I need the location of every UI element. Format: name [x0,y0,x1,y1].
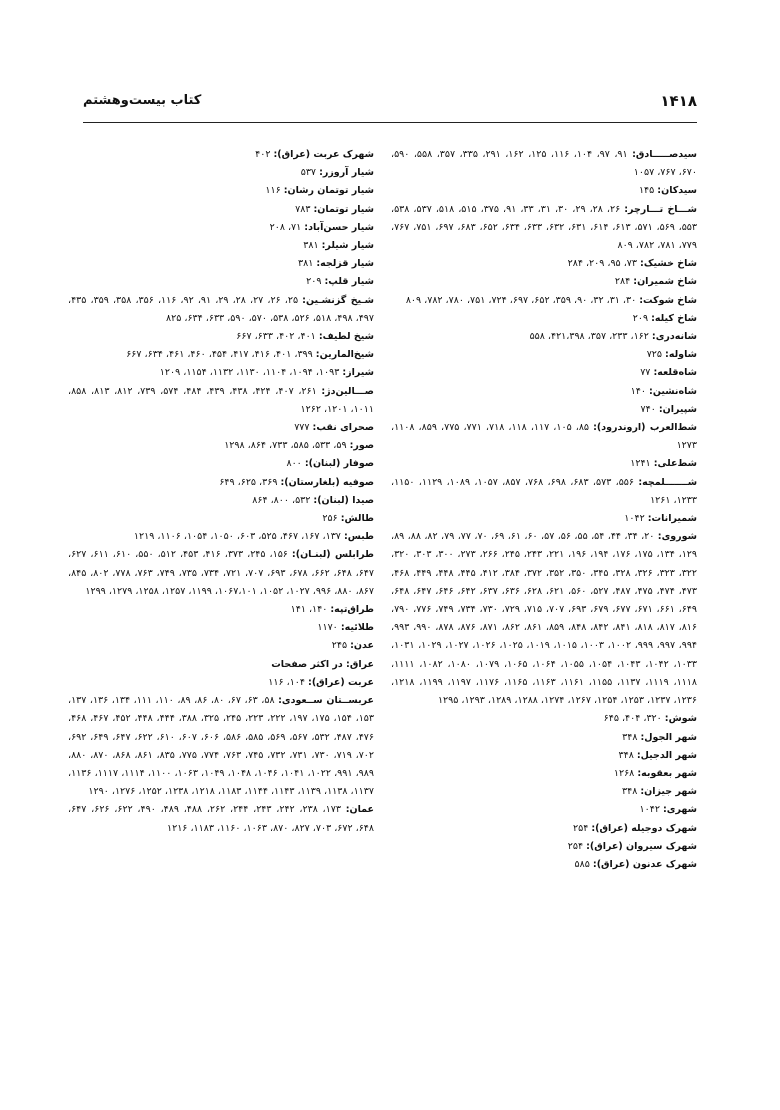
index-entry [391,383,697,401]
index-page-refs: ۱۰۴، ۱۱۶ [268,676,309,688]
index-page-refs: ۳۸۱ [297,258,317,270]
index-page-refs: ۲۵، ۲۶، ۲۷، ۲۸، ۲۹، ۹۱، ۹۲، ۱۱۶، ۳۵۶، ۳۵۸، ۳۵۹، ۴۳۵، ۴۹۷، ۴۹۸، ۵۱۸، ۵۲۶، ۵۳۸، ۵۷۰، ۵۹۰، ۶۳۳، ۶۳۴، ۸۲۵ [68,294,374,324]
index-entry [68,182,374,200]
index-entry [68,383,374,419]
index-page-refs: ۵۹، ۵۳۳، ۵۸۵، ۷۳۳، ۸۶۴، ۱۲۹۸ [224,440,350,452]
index-term: صحرای نقب: [312,422,374,434]
index-entry [391,255,697,273]
index-term: شط‌علی: [653,458,697,470]
index-entry [68,364,374,382]
index-entry [391,838,697,856]
index-page-refs: ۷۳، ۹۵، ۲۰۹، ۲۸۴ [567,258,641,270]
index-page-refs: ۲۵۴ [573,822,592,834]
index-term: طلائیه: [340,622,374,634]
index-entry [391,455,697,473]
index-entry [391,419,697,455]
index-entry [391,201,697,256]
index-term: شیار شیلر: [321,240,374,252]
index-entry [68,328,374,346]
index-entry [68,474,374,492]
index-entry [68,237,374,255]
index-page-refs: ۴۰۱، ۴۰۲، ۶۳۳، ۶۶۷ [236,331,319,343]
index-term: شیراز: [342,367,374,379]
index-entry [391,528,697,710]
index-term: صوفیه (بلغارستان): [280,476,374,488]
index-page-refs: ۸۵، ۱۰۵، ۱۱۷، ۱۱۸، ۷۱۸، ۷۷۱، ۷۷۵، ۸۵۹، ۱۱۰۸، ۱۲۷۳ [391,422,697,452]
index-term: شیار آروزر: [319,167,374,179]
index-term: شیخ لطیف: [318,331,374,343]
index-entry [68,455,374,473]
index-entry [68,692,374,801]
index-page-refs: ۷۷۷ [294,422,313,434]
index-entry [68,437,374,455]
index-entry [391,364,697,382]
index-page-refs: ۴۰۲ [255,149,274,160]
index-term: شاه‌نشین: [649,385,697,397]
index-page-refs: ۱۰۴۲ [624,513,648,525]
index-page-refs: ۷۸۳ [295,203,314,215]
index-term: شیار توتمان: [313,203,374,215]
index-page-refs: ۱۶۲، ۲۳۳، ۳۵۷، ۴۲۱،۳۹۸، ۵۵۸ [529,331,652,343]
index-term: عراق: در اکثر صفحات [271,658,374,670]
index-entry [68,292,374,328]
index-entry [391,474,697,510]
index-term: شیار قزلجه: [316,258,374,270]
index-term: صیدا (لبنان): [313,494,374,506]
index-term: شـــــــلمچه: [638,476,698,488]
index-page-refs: ۵۸۵ [574,858,593,870]
index-page-refs: ۲۸۴ [614,276,634,288]
index-term: شهر الدجیل: [636,749,697,761]
index-page-refs: ۷۴۰ [640,403,659,415]
index-entry [391,401,697,419]
index-entry [391,783,697,801]
index-page-refs: ۳۴۸ [618,749,637,761]
index-page-refs: ۳۹۹، ۴۰۱، ۴۱۶، ۴۱۷، ۴۵۴، ۴۶۰، ۴۶۱، ۶۳۴، ۶۶۷ [126,349,316,361]
index-term: شهری: [662,804,697,816]
index-entry [391,801,697,819]
index-term: عدن: [350,640,374,652]
index-page-refs: ۳۲۰، ۴۰۴، ۶۴۵ [603,713,665,725]
index-entry [68,601,374,619]
index-page-refs: ۱۵۶، ۲۴۵، ۳۷۳، ۴۱۶، ۴۵۳، ۵۱۲، ۵۵۰، ۶۱۰، ۶۱۱، ۶۲۷، ۶۴۷، ۶۴۸، ۶۶۲، ۶۷۸، ۶۹۳، ۷۰۷، ۷۲۱، ۷۳۴، ۷۳۵، ۷۴۹، ۷۶۳، ۷۷۸، ۸۰۲، ۸۴۵، ۸۶۷، ۸۸۰، ۹۹۶، ۱۰۲۷، ۱۰۵۲، ۱۰۶۷،۱۰۱، ۱۱۹۹، ۱۲۵۷، ۱۲۵۸، ۱۲۷۹، ۱۲۹۹ [68,549,375,597]
index-term: شاخ شوکت: [639,294,697,306]
index-term: سیدصـــــادق: [632,149,697,160]
index-entry [68,419,374,437]
index-term: شیار حسن‌آباد: [304,221,374,233]
index-page-refs: ۳۴۸ [622,731,641,743]
index-page-refs: ۲۴۵ [331,640,351,652]
index-term: شهرک عدنون (عراق): [592,858,697,870]
index-page-refs: ۵۳۷ [300,167,320,179]
index-page-refs: ۸۰۰ [286,458,305,470]
index-term: شاخ شمیران: [633,276,697,288]
index-term: سیدکان: [657,185,697,197]
index-entry [68,674,374,692]
index-term: طبس: [343,531,374,543]
index-term: شهرک دوجیله (عراق): [591,822,697,834]
header-rule [83,122,697,123]
index-page-refs: ۱۴۵ [638,185,658,197]
index-page-refs: ۱۳۷، ۱۶۷، ۴۶۷، ۵۲۵، ۶۰۳، ۱۰۵۰، ۱۰۵۴، ۱۱۰۶، ۱۲۱۹ [133,531,344,543]
index-page-refs: ۱۰۴۲ [639,804,663,816]
index-entry [391,765,697,783]
index-term: عربت (عراق): [308,676,374,688]
index-entry [68,346,374,364]
index-page-refs: ۳۰، ۳۱، ۳۲، ۹۰، ۳۵۹، ۶۵۲، ۶۹۷، ۷۲۴، ۷۵۱، ۷۸۰، ۷۸۲، ۸۰۹ [405,294,640,306]
index-term: شهرک سیروان (عراق): [586,840,697,852]
page-number: ۱۴۱۸ [660,92,697,110]
index-entry [391,328,697,346]
index-entry [68,273,374,291]
index-term: شهرک عربت (عراق): [273,149,374,160]
index-term: شهر بعقوبه: [637,767,697,779]
index-entry [391,292,697,310]
index-entry [68,801,374,837]
index-term: شهر جیزان: [640,786,697,798]
index-term: صوفار (لبنان): [304,458,374,470]
index-entry [391,510,697,528]
index-entry [68,546,374,601]
index-term: شـــاخ تـــارچر: [624,203,697,215]
index-entry [68,255,374,273]
index-term: طالش: [340,513,374,525]
index-page-refs: ۵۸، ۶۳، ۶۷، ۸۰، ۸۶، ۸۹، ۱۱۰، ۱۱۱، ۱۳۴، ۱۳۶، ۱۳۷، ۱۵۳، ۱۵۴، ۱۷۵، ۱۹۷، ۲۲۲، ۲۲۳، ۲۴۵، ۳۲۵، ۳۸۸، ۴۴۴، ۴۴۸، ۴۵۲، ۴۶۷، ۴۶۸، ۴۷۶، ۴۸۷، ۵۳۲، ۵۶۷، ۵۶۹، ۵۸۵، ۵۸۶، ۶۰۶، ۶۰۷، ۶۱۰، ۶۲۲، ۶۴۷، ۶۴۹، ۶۹۲، ۷۰۲، ۷۱۹، ۷۳۰، ۷۳۱، ۷۳۲، ۷۴۵، ۷۶۳، ۷۷۴، ۷۷۵، ۸۳۵، ۸۶۱، ۸۶۸، ۸۷۰، ۸۸۰، ۹۸۹، ۹۹۱، ۱۰۲۲، ۱۰۴۱، ۱۰۴۶، ۱۰۴۸، ۱۰۴۹، ۱۰۶۳، ۱۱۰۰، ۱۱۱۴، ۱۱۱۷، ۱۱۳۶، ۱۱۳۷، ۱۱۳۸، ۱۱۳۹، ۱۱۴۳، ۱۱۴۴، ۱۱۸۳، ۱۲۱۸، ۱۲۳۸، ۱۲۵۲، ۱۲۷۶، ۱۲۹۰ [68,695,375,798]
index-term: طرابلس (لبنـان): [291,549,374,561]
index-term: شپیران: [658,403,697,415]
index-page-refs: ۳۶۹، ۶۲۵، ۶۴۹ [219,476,281,488]
index-entry [68,637,374,655]
index-term: شوش: [664,713,697,725]
index-term: شاه‌قلعه: [653,367,697,379]
index-page-refs: ۱۱۷۰ [317,622,341,634]
index-term: شیخ‌المارین: [315,349,374,361]
index-entry [68,201,374,219]
index-entry [391,729,697,747]
index-page-refs: ۳۴۸ [622,786,641,798]
index-page-refs: ۵۳۲، ۸۰۰، ۸۶۴ [252,494,314,506]
index-term: شیار توتمان رشان: [283,185,374,197]
index-entry [391,182,697,200]
index-column-left [68,146,374,838]
index-page-refs: ۷۱، ۲۰۸ [269,221,305,233]
index-term: شانه‌دری: [651,331,697,343]
index-page-refs: ۲۰، ۳۴، ۴۴، ۵۴، ۵۵، ۵۶، ۵۷، ۶۰، ۶۱، ۶۹، ۷۰، ۷۷، ۷۹، ۸۲، ۸۸، ۸۹، ۱۲۹، ۱۳۴، ۱۷۵، ۱۷۶، ۱۹۴، ۱۹۶، ۲۲۱، ۲۴۳، ۲۴۵، ۲۶۶، ۲۷۳، ۳۰۰، ۳۰۳، ۳۲۰، ۳۲۲، ۳۲۳، ۳۲۶، ۳۲۸، ۳۴۵، ۳۵۰، ۳۵۲، ۳۷۲، ۳۸۴، ۴۱۲، ۴۴۵، ۴۴۸، ۴۴۹، ۴۶۸، ۴۷۳، ۴۷۴، ۴۷۵، ۴۸۷، ۵۲۷، ۵۶۰، ۶۲۱، ۶۲۸، ۶۳۶، ۶۳۷، ۶۴۲، ۶۴۶، ۶۴۷، ۶۴۸، ۶۴۹، ۶۶۱، ۶۷۱، ۶۷۷، ۶۷۹، ۶۹۳، ۷۰۷، ۷۱۵، ۷۲۹، ۷۳۰، ۷۳۴، ۷۴۹، ۷۷۶، ۷۹۰، ۸۱۶، ۸۱۷، ۸۱۸، ۸۴۱، ۸۴۲، ۸۴۸، ۸۵۹، ۸۶۱، ۸۶۲، ۸۷۱، ۸۷۶، ۸۷۸، ۹۹۰، ۹۹۳، ۹۹۴، ۹۹۷، ۹۹۹، ۱۰۰۲، ۱۰۰۳، ۱۰۱۵، ۱۰۱۹، ۱۰۲۵، ۱۰۲۶، ۱۰۲۷، ۱۰۲۹، ۱۰۳۱، ۱۰۳۳، ۱۰۴۲، ۱۰۴۳، ۱۰۵۴، ۱۰۵۵، ۱۰۶۴، ۱۰۶۵، ۱۰۷۹، ۱۰۸۰، ۱۰۸۲، ۱۱۱۱، ۱۱۱۸، ۱۱۱۹، ۱۱۳۷، ۱۱۵۵، ۱۱۶۱، ۱۱۶۳، ۱۱۶۵، ۱۱۷۶، ۱۱۹۷، ۱۱۹۹، ۱۲۱۸، ۱۲۳۶، ۱۲۳۷، ۱۲۵۳، ۱۲۵۴، ۱۲۶۷، ۱۲۷۴، ۱۲۸۸، ۱۲۸۹، ۱۲۹۳، ۱۲۹۵ [391,531,698,707]
index-entry [391,146,697,182]
index-page-refs: ۱۴۰ [630,385,650,397]
index-entry [391,310,697,328]
index-page-refs: ۷۷ [640,367,654,379]
index-page-refs: ۷۲۵ [646,349,666,361]
index-term: شمیرانات: [647,513,697,525]
index-entry [391,273,697,291]
index-term: صـــالین‌دژ: [321,385,374,397]
index-page-refs: ۱۷۳، ۲۳۸، ۲۴۲، ۲۴۳، ۲۴۴، ۲۶۲، ۴۸۸، ۴۸۹، ۴۹۰، ۶۲۲، ۶۲۶، ۶۴۷، ۶۴۸، ۶۷۲، ۷۰۳، ۸۲۷، ۸۷۰، ۱۰۶۳، ۱۱۶۰، ۱۱۸۳، ۱۲۱۶ [68,804,374,834]
index-entry [68,619,374,637]
index-term: شاخ خشیک: [640,258,697,270]
index-column-right [391,146,697,874]
index-term: شهر الجول: [640,731,697,743]
index-page-refs: ۲۵۴ [567,840,587,852]
index-page-refs: ۳۸۱ [303,240,322,252]
index-page-refs: ۱۲۴۱ [630,458,654,470]
index-page-refs: ۲۰۹ [306,276,325,288]
index-term: شط‌العرب (اروندرود): [593,422,698,434]
index-entry [391,346,697,364]
index-entry [391,710,697,728]
index-entry [68,219,374,237]
index-page-refs: ۱۰۹۳، ۱۰۹۴، ۱۱۰۴، ۱۱۳۰، ۱۱۳۲، ۱۱۵۴، ۱۲۰۹ [159,367,343,379]
index-entry [68,528,374,546]
index-page-refs: ۲۶، ۲۸، ۲۹، ۳۰، ۳۱، ۳۳، ۹۱، ۳۷۵، ۵۱۵، ۵۱۸، ۵۳۷، ۵۳۸، ۵۵۳، ۵۶۹، ۵۷۱، ۶۱۳، ۶۱۴، ۶۳۱، ۶۳۲، ۶۳۳، ۶۳۴، ۶۵۲، ۶۸۳، ۶۹۷، ۷۵۱، ۷۶۷، ۷۷۹، ۷۸۱، ۷۸۲، ۸۰۹ [391,203,698,252]
index-term: عربســتان ســعودی: [278,695,375,707]
page-header [83,92,697,116]
index-page-refs: ۱۲۶۸ [613,767,638,779]
index-page-refs: ۲۵۶ [322,513,341,525]
index-page-refs: ۲۶۱، ۴۰۷، ۴۲۴، ۴۳۸، ۴۳۹، ۴۸۴، ۵۷۴، ۷۳۹، ۸۱۲، ۸۱۳، ۸۵۸، ۱۰۱۱، ۱۲۰۱، ۱۲۶۲ [68,385,374,415]
index-term: عمان: [345,804,375,816]
index-term: شیار قلپ: [324,276,374,288]
index-entry [391,856,697,874]
index-entry [391,747,697,765]
index-page-refs: ۲۰۹ [632,312,652,324]
index-term: شاخ کیله: [651,312,697,324]
index-term: شوروی: [657,531,697,543]
book-title: کتاب بیست‌وهشتم [83,93,202,108]
index-term: طراق‌تپه: [330,604,374,616]
index-entry [68,146,374,164]
index-term: شاوله: [665,349,697,361]
index-entry [68,492,374,510]
index-entry [68,164,374,182]
index-entry [391,820,697,838]
index-term: شـیخ گزنشـین: [302,294,375,306]
index-page-refs: ۱۱۶ [265,185,284,197]
index-entry [68,510,374,528]
index-page-refs: ۵۵۶، ۵۷۳، ۶۸۳، ۶۹۸، ۷۶۸، ۸۵۷، ۱۰۵۷، ۱۰۸۹، ۱۱۲۹، ۱۱۵۰، ۱۲۳۳، ۱۲۶۱ [391,476,697,506]
index-term: صور: [349,440,374,452]
index-page-refs: ۹۱، ۹۷، ۱۰۴، ۱۱۶، ۱۲۵، ۱۶۲، ۲۹۱، ۳۳۵، ۳۵۷، ۵۵۸، ۵۹۰، ۶۷۰، ۷۶۷، ۱۰۵۷ [391,149,697,179]
index-entry [68,656,374,674]
index-page-refs: ۱۴۰، ۱۴۱ [290,604,331,616]
